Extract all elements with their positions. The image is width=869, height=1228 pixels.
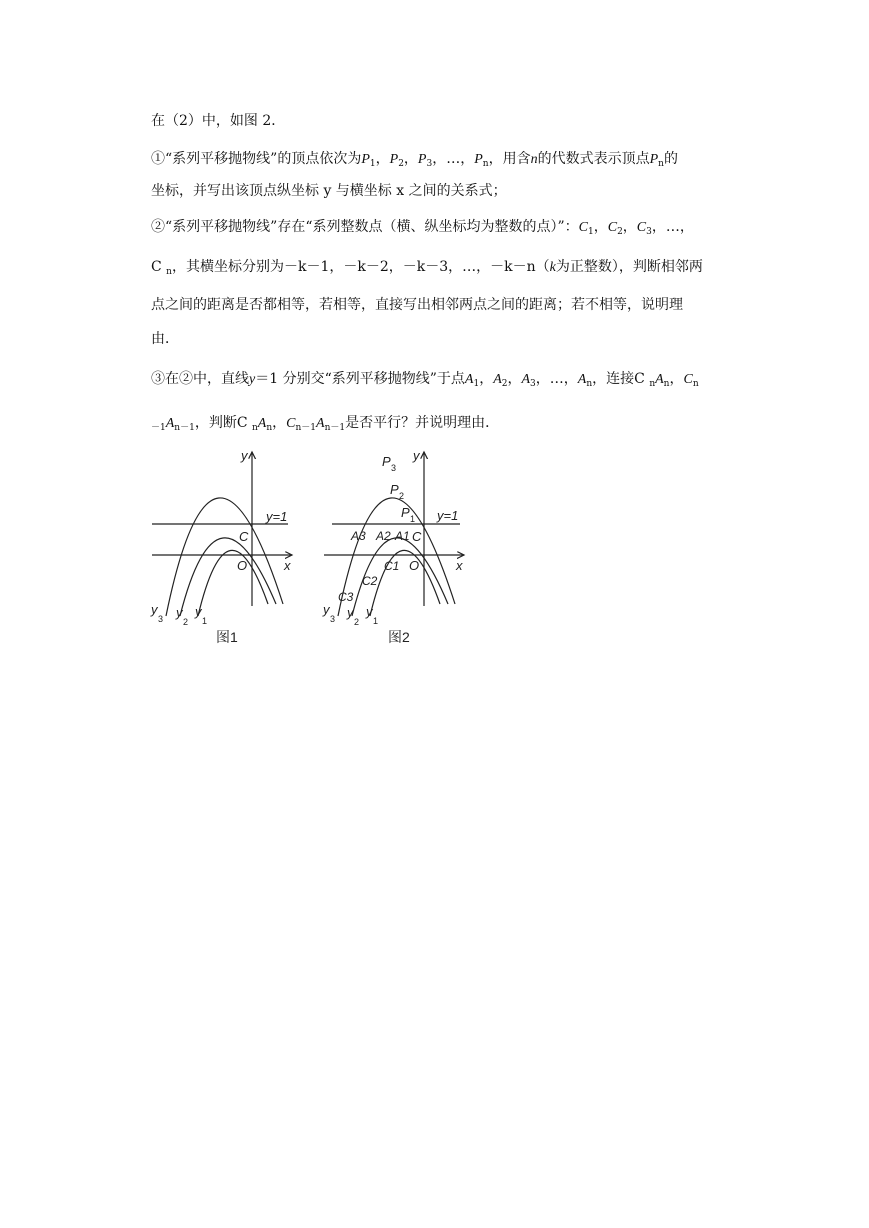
fig2-origin-label: O	[409, 558, 420, 573]
sub-n: n	[649, 379, 656, 389]
fig2-curve-label-y2: y	[347, 605, 354, 620]
figure-1	[152, 452, 292, 616]
fig2-p2-sub: 2	[399, 491, 405, 501]
fig1-curve-sub-1: 1	[202, 616, 208, 626]
sub-n-minus1: n－1	[174, 423, 195, 433]
fig1-curve-y1	[198, 550, 268, 616]
fig2-curve-sub-3: 3	[330, 614, 336, 624]
text-line-8	[151, 370, 751, 389]
sub-n: n	[166, 267, 172, 277]
sub-3: 3	[426, 159, 433, 169]
fig2-p2-label: P	[390, 482, 399, 497]
q3-text-a: ③在②中，直线	[151, 371, 249, 387]
fig1-origin-label: O	[237, 558, 248, 573]
q2-text-a: ②“系列平移抛物线”存在“系列整数点（横、纵坐标均为整数的点）”：	[151, 219, 579, 235]
fig1-curve-label-y2: y	[176, 605, 183, 620]
q3-text-e: 是否平行？并说明理由．	[345, 415, 500, 431]
var-c3: C	[636, 220, 647, 235]
var-an: A	[577, 372, 587, 387]
dots: ，…，	[535, 371, 578, 387]
fig2-curve-y1	[370, 550, 440, 616]
var-cn: C	[683, 372, 693, 387]
q1-text-c: 的代数式表示顶点	[537, 151, 650, 167]
fig2-c1-label: C1	[384, 559, 400, 573]
text-line-9	[151, 414, 751, 433]
var-an: A	[655, 372, 664, 387]
fig1-c-label: C	[239, 529, 249, 544]
fig2-c-label: C	[412, 529, 422, 544]
fig2-p1-label: P	[401, 505, 410, 520]
var-pn: P	[474, 152, 483, 167]
var-a: A	[165, 416, 175, 431]
q2-text-f: 由．	[151, 331, 179, 347]
sub-3: 3	[646, 227, 652, 237]
sep: ，	[375, 151, 390, 167]
text-line-1	[151, 112, 751, 130]
sub-3: 3	[530, 379, 536, 389]
var-y: y	[249, 372, 256, 387]
q2-text-c: C	[151, 259, 167, 275]
q3-text-b: ＝1 分别交“系列平移抛物线”于点	[255, 371, 465, 387]
sub-2: 2	[617, 227, 623, 237]
fig1-y1-label: y=1	[266, 509, 288, 524]
var-p2: P	[389, 152, 399, 167]
fig1-curve-label-y1: y	[195, 604, 202, 619]
sub-n: n	[663, 379, 670, 389]
var-k: k	[549, 260, 556, 275]
sub-2: 2	[398, 159, 404, 169]
fig2-curve-sub-2: 2	[354, 617, 360, 627]
fig2-curve-label-y3: y	[323, 602, 330, 617]
intro-text: 在（2）中，如图 2．	[151, 113, 286, 129]
sep: ，	[403, 151, 418, 167]
q1-text-b: ，用含	[488, 151, 531, 167]
sub-n: n	[482, 159, 489, 169]
q3-text-c: ，连接C	[592, 371, 650, 387]
var-a3: A	[521, 372, 531, 387]
var-a: A	[316, 416, 325, 431]
q2-text-b: ，其横坐标分别为－k－1，－k－2，－k－3，…，－k－n（	[171, 259, 550, 275]
text-line-3	[151, 182, 751, 200]
sub-1: 1	[587, 227, 594, 237]
fig2-caption: 图2	[388, 629, 410, 645]
fig2-y1-label: y=1	[437, 508, 459, 523]
var-cn: C	[286, 416, 296, 431]
q1-text-e: 坐标，并写出该顶点纵坐标 y 与横坐标 x 之间的关系式；	[151, 183, 507, 199]
fig2-p3-label: P	[382, 454, 391, 469]
fig1-curve-label-y3: y	[151, 602, 158, 617]
fig1-curve-sub-3: 3	[158, 614, 164, 624]
sep: ，	[272, 415, 287, 431]
fig1-caption: 图1	[216, 629, 238, 645]
sub-2: 2	[501, 379, 508, 389]
fig2-p3-sub: 3	[391, 463, 397, 473]
var-a2: A	[493, 372, 502, 387]
sep: ，	[622, 219, 637, 235]
var-p1: P	[361, 152, 370, 167]
q1-text-a: ①“系列平移抛物线”的顶点依次为	[151, 151, 362, 167]
dots: ，…，	[432, 151, 475, 167]
fig2-labels	[322, 448, 463, 645]
var-n: n	[530, 152, 538, 167]
sub-1: 1	[473, 379, 480, 389]
figures	[148, 446, 478, 651]
sep: ，	[669, 371, 684, 387]
text-line-2	[151, 150, 751, 169]
text-line-6	[151, 296, 751, 314]
var-c2: C	[607, 220, 618, 235]
sub-n: n	[252, 423, 258, 433]
fig2-c2-label: C2	[362, 574, 378, 588]
var-pn: P	[649, 152, 659, 167]
var-p3: P	[417, 152, 427, 167]
sub-1: 1	[369, 159, 376, 169]
sub-n: n	[692, 379, 699, 389]
fig1-labels	[150, 448, 291, 645]
sub-n: n	[658, 159, 664, 169]
fig2-a1-label: A1	[395, 529, 410, 543]
sep: ，	[593, 219, 608, 235]
sub-n: n	[266, 423, 273, 433]
text-line-5	[151, 258, 751, 277]
var-c1: C	[578, 220, 588, 235]
fig2-curve-label-y1: y	[366, 604, 373, 619]
text-line-7	[151, 330, 751, 348]
fig2-a2-label: A2	[376, 529, 391, 543]
sub-n-minus1: n－1	[295, 423, 317, 433]
fig2-c3-label: C3	[338, 590, 354, 604]
sep: ，	[479, 371, 494, 387]
sub-minus1: －1	[151, 423, 166, 433]
fig2-x-label: x	[456, 558, 463, 573]
fig2-a3-label: A3	[351, 529, 366, 543]
dots: ，…，	[651, 219, 694, 235]
var-an: A	[257, 416, 267, 431]
fig2-curve-sub-1: 1	[373, 616, 379, 626]
q2-text-e: 点之间的距离是否都相等，若相等，直接写出相邻两点之间的距离；若不相等，说明理	[151, 297, 683, 313]
fig1-curve-sub-2: 2	[183, 617, 189, 627]
sep: ，	[507, 371, 522, 387]
fig2-p1-sub: 1	[410, 514, 416, 524]
q3-text-d: ，判断C	[194, 415, 252, 431]
sub-n: n	[586, 379, 593, 389]
fig2-y-label: y	[413, 448, 420, 463]
q1-text-d: 的	[663, 151, 678, 167]
sub-n-minus1: n－1	[324, 423, 346, 433]
fig1-x-label: x	[284, 558, 291, 573]
var-a1: A	[464, 372, 474, 387]
q2-text-d: 为正整数），判断相邻两	[555, 259, 703, 275]
fig1-y-label: y	[241, 448, 248, 463]
text-line-4	[151, 218, 751, 237]
